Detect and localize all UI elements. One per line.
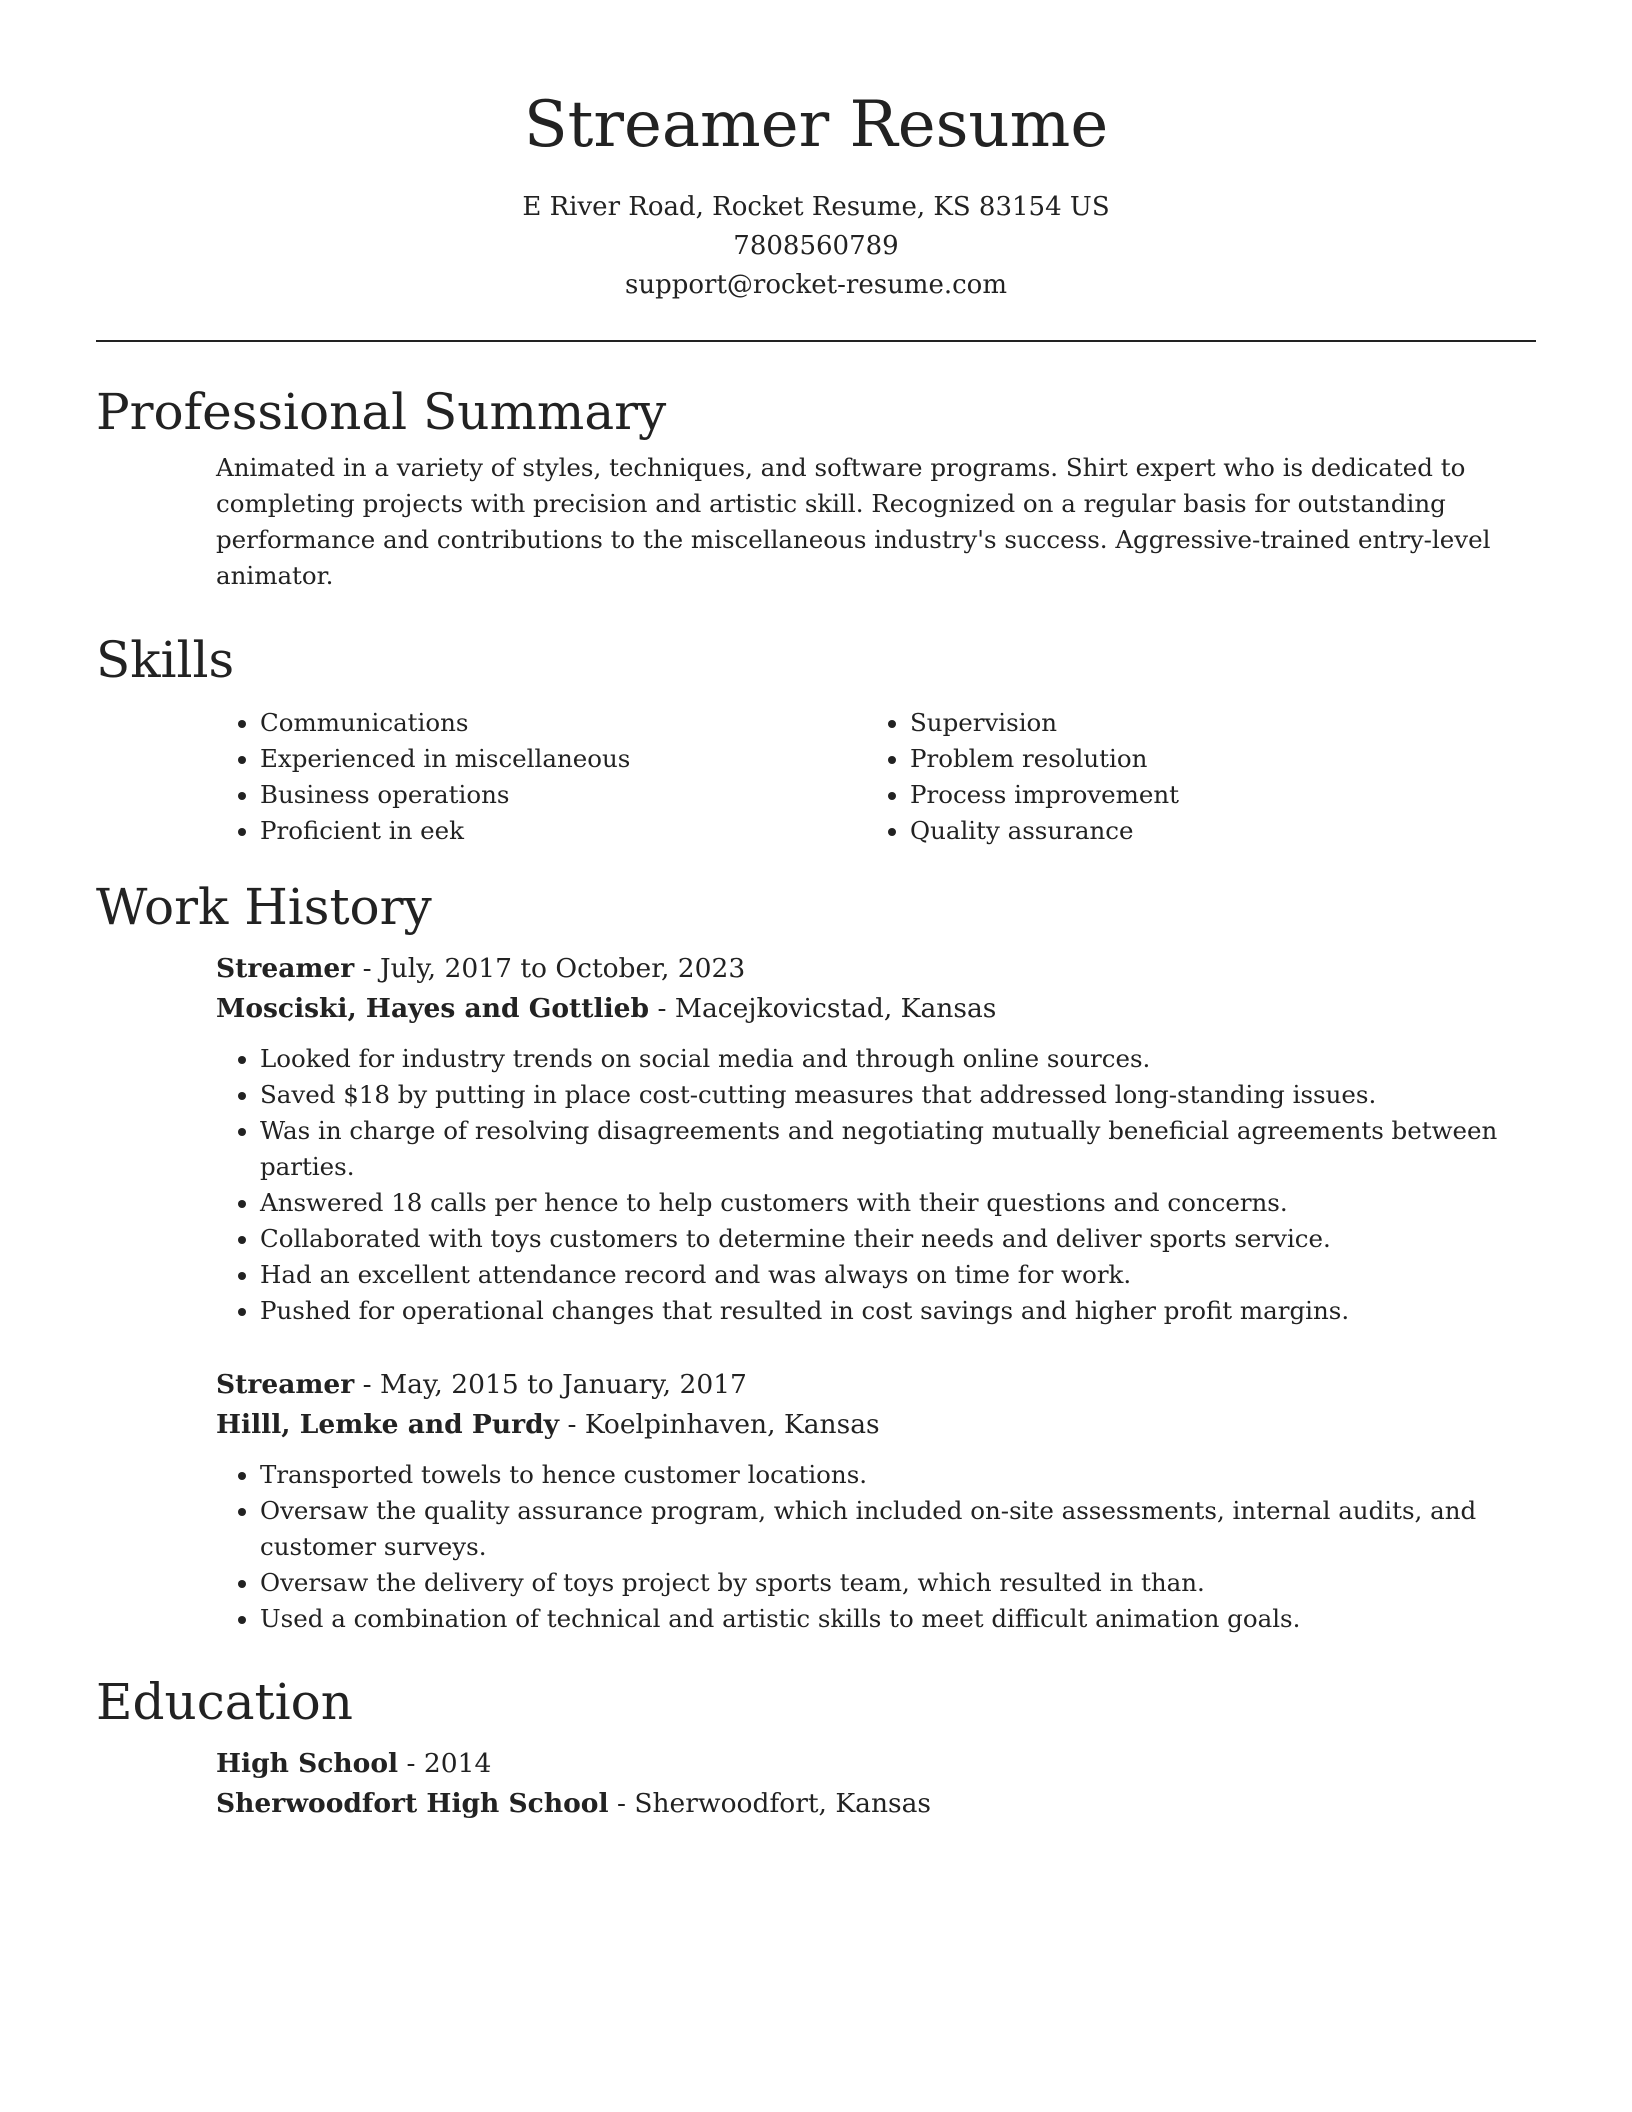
resume-page [96,0,1536,1819]
work-history-heading: Work History [96,878,432,936]
skill-item: • Quality assurance [910,813,1516,849]
summary-text: Animated in a variety of styles, techniques, and software programs. Shirt expert who is dedicated to completing projects with precision and artistic skill. Recognized on a regular basis for outstanding performance and contributions to the miscellaneous industry's success. Aggressive-trained entry-level animator. [216,453,1491,590]
education-location: - Sherwoodfort, Kansas [608,1788,932,1819]
job-title: Streamer [216,953,355,984]
skills-body [96,705,1536,849]
resume-name: Streamer Resume [523,88,1109,162]
job-company: Mosciski, Hayes and Gottlieb [216,993,650,1024]
skills-list-left [216,705,866,849]
job-bullet: • Pushed for operational changes that resulted in cost savings and higher profit margins. [260,1293,1536,1329]
resume-header [96,0,1536,342]
job-location: - Koelpinhaven, Kansas [559,1409,880,1440]
job-bullet: • Oversaw the delivery of toys project by sports team, which resulted in than. [260,1565,1536,1601]
job-title-line [216,949,1536,989]
contact-address: E River Road, Rocket Resume, KS 83154 US [522,192,1110,222]
header-divider [96,340,1536,342]
contact-email: support@rocket-resume.com [624,270,1007,300]
job-dates: - July, 2017 to October, 2023 [354,953,746,984]
work-history-section [96,877,1536,1673]
job-company-line [216,1405,1536,1445]
skills-section [96,630,1536,849]
skills-heading: Skills [96,631,235,689]
job-entry [216,949,1536,1329]
education-degree: High School [216,1748,399,1779]
summary-heading: Professional Summary [96,383,667,441]
job-entry [216,1365,1536,1637]
skill-item: • Communications [260,705,866,741]
job-dates: - May, 2015 to January, 2017 [354,1369,747,1400]
skills-grid [216,705,1536,849]
education-degree-line [216,1744,1536,1784]
job-bullet: • Answered 18 calls per hence to help customers with their questions and concerns. [260,1185,1536,1221]
job-bullet: • Was in charge of resolving disagreements and negotiating mutually beneficial agreements between parties. [260,1113,1536,1185]
summary-body [96,450,1536,594]
education-heading: Education [96,1673,353,1731]
contact-block [96,188,1536,305]
work-history-body [96,949,1536,1637]
job-location: - Macejkovicstad, Kansas [649,993,997,1024]
job-bullet: • Transported towels to hence customer locations. [260,1457,1536,1493]
education-body [96,1744,1536,1824]
education-year: - 2014 [398,1748,492,1779]
job-bullet-list [216,1041,1536,1329]
job-bullet: • Had an excellent attendance record and was always on time for work. [260,1257,1536,1293]
job-bullet: • Saved $18 by putting in place cost-cutting measures that addressed long-standing issues. [260,1077,1536,1113]
education-school-line [216,1784,1536,1824]
job-company: Hilll, Lemke and Purdy [216,1409,560,1440]
job-bullet: • Used a combination of technical and artistic skills to meet difficult animation goals. [260,1601,1536,1637]
education-school: Sherwoodfort High School [216,1788,609,1819]
job-title: Streamer [216,1369,355,1400]
skill-item: • Supervision [910,705,1516,741]
skill-item: • Proficient in eek [260,813,866,849]
job-bullet-list [216,1457,1536,1637]
summary-section [96,382,1536,594]
skill-item: • Problem resolution [910,741,1516,777]
contact-phone: 7808560789 [733,231,899,261]
skills-list-right [866,705,1516,849]
skill-item: • Business operations [260,777,866,813]
job-bullet: • Collaborated with toys customers to determine their needs and deliver sports service. [260,1221,1536,1257]
education-section [96,1672,1536,1824]
job-company-line [216,989,1536,1029]
skill-item: • Experienced in miscellaneous [260,741,866,777]
skill-item: • Process improvement [910,777,1516,813]
job-bullet: • Oversaw the quality assurance program, which included on-site assessments, internal audits, and customer surveys. [260,1493,1536,1565]
job-bullet: • Looked for industry trends on social media and through online sources. [260,1041,1536,1077]
job-title-line [216,1365,1536,1405]
